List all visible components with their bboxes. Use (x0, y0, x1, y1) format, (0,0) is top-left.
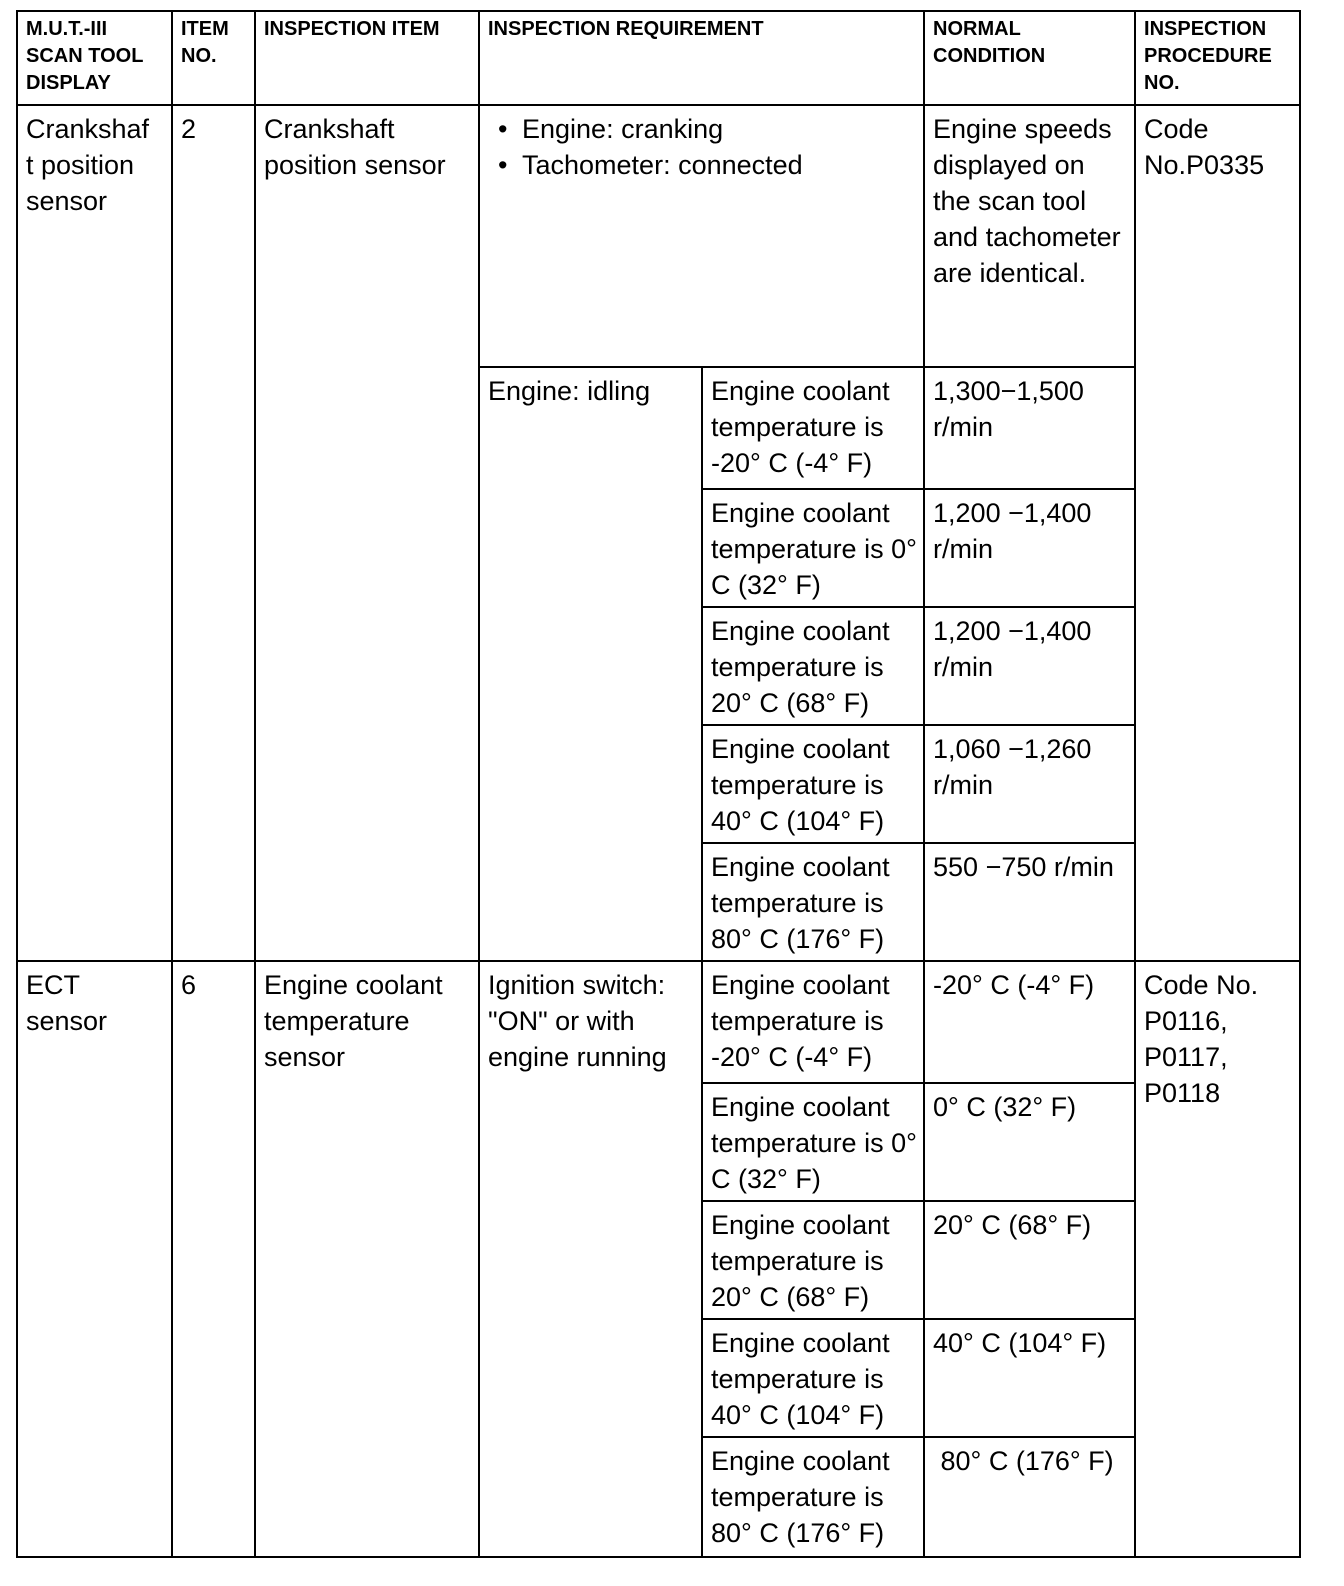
ect-requirement-cell: Ignition switch: "ON" or with engine running (479, 961, 702, 1557)
ect-display-cell: ECT sensor (17, 961, 172, 1557)
coolant-condition-cell: Engine coolant temperature is 0° C (32° F) (702, 1083, 924, 1201)
header-procedure-no: INSPECTION PROCEDURE NO. (1135, 11, 1300, 105)
temperature-cell: -20° C (-4° F) (924, 961, 1135, 1083)
table-row (17, 105, 1300, 367)
temperature-cell: 40° C (104° F) (924, 1319, 1135, 1437)
rpm-cell: 1,200 −1,400 r/min (924, 489, 1135, 607)
crankshaft-requirement-cell (479, 105, 924, 367)
rpm-cell: 1,300−1,500 r/min (924, 367, 1135, 489)
ect-inspection-item-cell: Engine coolant temperature sensor (255, 961, 479, 1557)
inspection-table (16, 10, 1301, 1558)
coolant-condition-cell: Engine coolant temperature is -20° C (-4° F) (702, 961, 924, 1083)
rpm-cell: 1,060 −1,260 r/min (924, 725, 1135, 843)
crankshaft-item-no-cell: 2 (172, 105, 255, 961)
coolant-condition-cell: Engine coolant temperature is 80° C (176° F) (702, 843, 924, 961)
coolant-condition-cell: Engine coolant temperature is -20° C (-4° F) (702, 367, 924, 489)
temperature-cell: 0° C (32° F) (924, 1083, 1135, 1201)
rpm-cell: 550 −750 r/min (924, 843, 1135, 961)
crankshaft-inspection-item-cell: Crankshaft position sensor (255, 105, 479, 961)
header-row (17, 11, 1300, 105)
coolant-condition-cell: Engine coolant temperature is 20° C (68° F) (702, 1201, 924, 1319)
crankshaft-display-cell: Crankshaf t position sensor (17, 105, 172, 961)
coolant-condition-cell: Engine coolant temperature is 0° C (32° F) (702, 489, 924, 607)
header-inspection-item: INSPECTION ITEM (255, 11, 479, 105)
idle-condition-cell: Engine: idling (479, 367, 702, 961)
temperature-cell: 80° C (176° F) (924, 1437, 1135, 1557)
crankshaft-procedure-cell: Code No.P0335 (1135, 105, 1300, 961)
requirement-list (488, 111, 917, 183)
ect-procedure-cell: Code No. P0116, P0117, P0118 (1135, 961, 1300, 1557)
coolant-condition-cell: Engine coolant temperature is 40° C (104° F) (702, 725, 924, 843)
rpm-cell: 1,200 −1,400 r/min (924, 607, 1135, 725)
header-inspection-requirement: INSPECTION REQUIREMENT (479, 11, 924, 105)
header-display: M.U.T.-III SCAN TOOL DISPLAY (17, 11, 172, 105)
table-row (17, 961, 1300, 1083)
temperature-cell: 20° C (68° F) (924, 1201, 1135, 1319)
list-item: • Tachometer: connected (488, 147, 917, 183)
coolant-condition-cell: Engine coolant temperature is 80° C (176° F) (702, 1437, 924, 1557)
coolant-condition-cell: Engine coolant temperature is 40° C (104° F) (702, 1319, 924, 1437)
header-normal-condition: NORMAL CONDITION (924, 11, 1135, 105)
header-item-no: ITEM NO. (172, 11, 255, 105)
list-item: • Engine: cranking (488, 111, 917, 147)
ect-item-no-cell: 6 (172, 961, 255, 1557)
coolant-condition-cell: Engine coolant temperature is 20° C (68° F) (702, 607, 924, 725)
crankshaft-normal-cell: Engine speeds displayed on the scan tool and tachometer are identical. (924, 105, 1135, 367)
